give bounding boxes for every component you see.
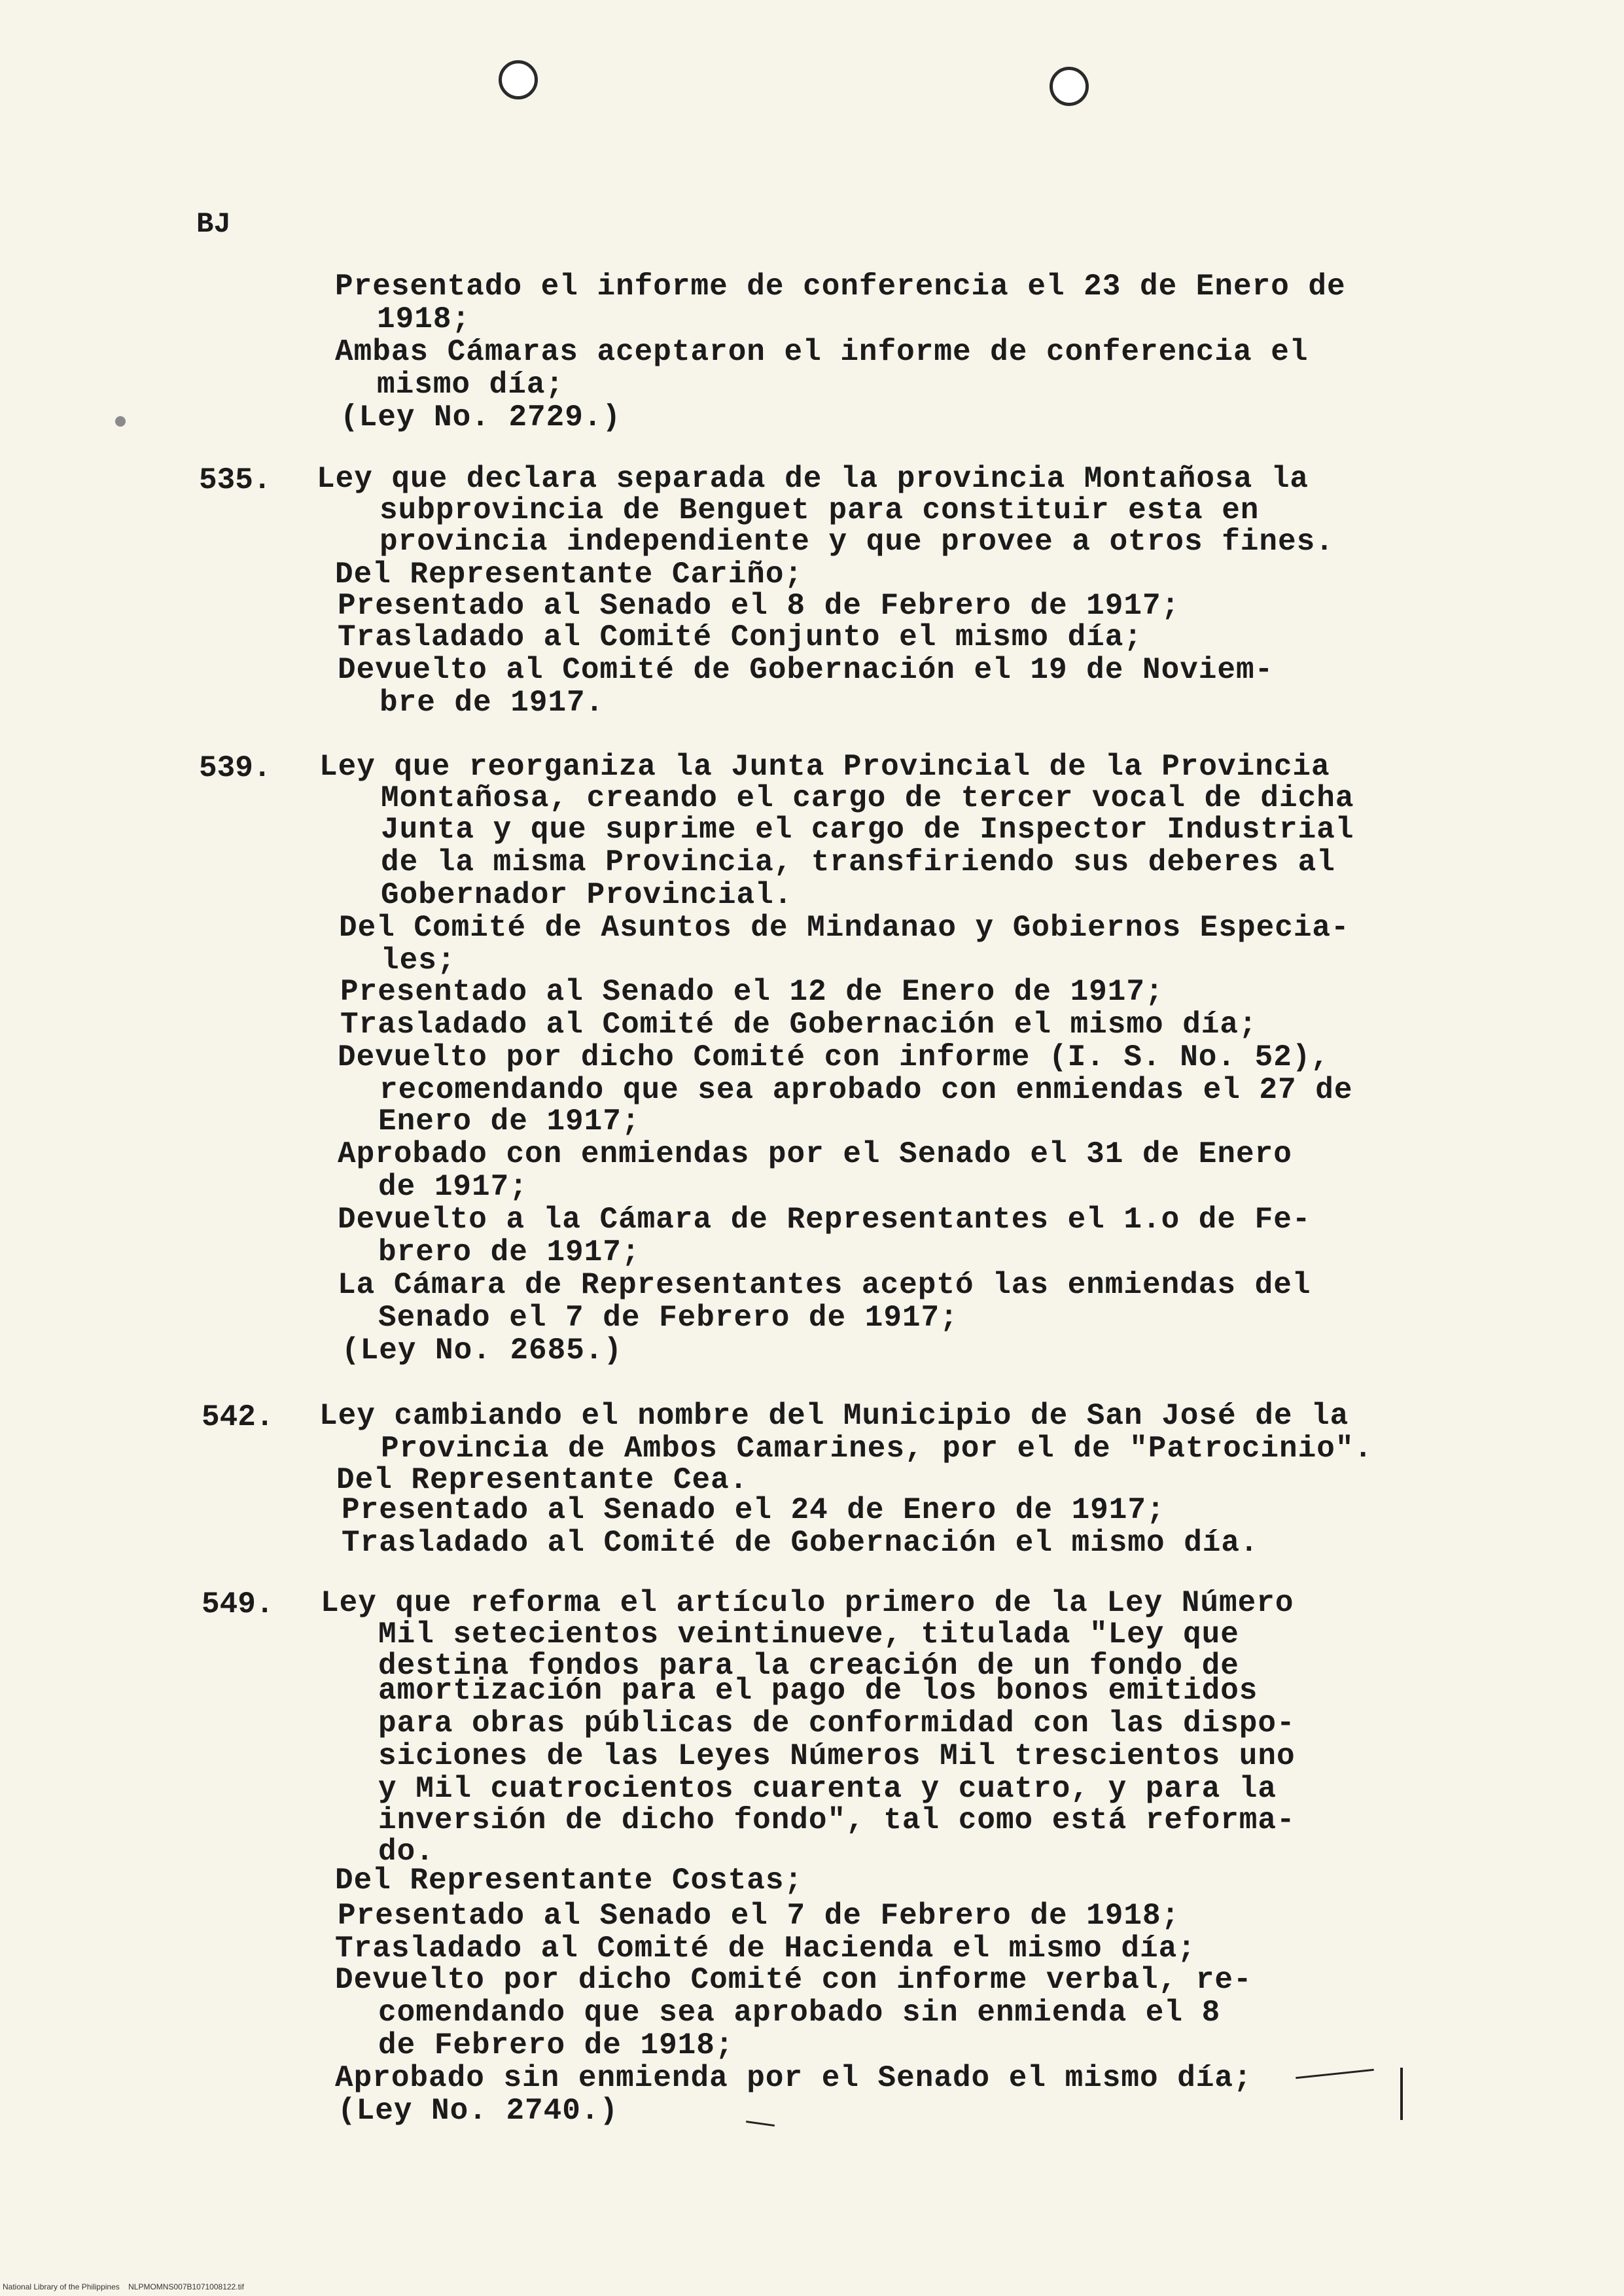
entry-history-line: brero de 1917; [378, 1235, 641, 1269]
continuation-line: mismo día; [377, 368, 565, 402]
entry-history-line: Del Representante Cariño; [335, 557, 803, 592]
entry-history-line: de Febrero de 1918; [378, 2028, 734, 2062]
paper-speck [115, 416, 126, 427]
entry-history-line: (Ley No. 2685.) [342, 1333, 623, 1368]
punch-hole-left [499, 60, 538, 99]
pen-mark [1296, 2069, 1374, 2079]
continuation-line: (Ley No. 2729.) [340, 400, 622, 434]
entry-title-line: de la misma Provincia, transfiriendo sus deberes al [381, 845, 1335, 879]
continuation-line: Ambas Cámaras aceptaron el informe de conferencia el [335, 335, 1309, 369]
entry-history-line: Devuelto al Comité de Gobernación el 19 de Noviem- [338, 653, 1274, 687]
entry-history-line: Trasladado al Comité de Gobernación el mismo día; [340, 1008, 1258, 1042]
entry-title-line: amortización para el pago de los bonos emitidos [378, 1674, 1258, 1708]
entry-history-line: Del Representante Costas; [335, 1863, 803, 1898]
continuation-line: 1918; [377, 302, 471, 336]
entry-title-line: destina fondos para la creación de un fondo de [378, 1649, 1239, 1683]
entry-title-line: Provincia de Ambos Camarines, por el de "Patrocinio". [381, 1432, 1373, 1466]
entry-title-line: do. [378, 1835, 434, 1869]
entry-history-line: Devuelto a la Cámara de Representantes el 1.o de Fe- [338, 1203, 1311, 1237]
entry-title-line: para obras públicas de conformidad con las dispo- [378, 1706, 1296, 1740]
pen-mark [746, 2121, 775, 2127]
entry-title-line: Mil setecientos veintinueve, titulada "Ley que [378, 1617, 1239, 1651]
entry-history-line: bre de 1917. [380, 686, 605, 720]
entry-history-line: Enero de 1917; [378, 1104, 641, 1139]
entry-history-line: Presentado al Senado el 7 de Febrero de 1918; [338, 1899, 1180, 1933]
entry-title-line: Montañosa, creando el cargo de tercer vocal de dicha [381, 781, 1354, 815]
entry-history-line: recomendando que sea aprobado con enmiendas el 27 de [380, 1073, 1353, 1107]
entry-title-line: y Mil cuatrocientos cuarenta y cuatro, y para la [378, 1772, 1277, 1806]
entry-title-line: Junta y que suprime el cargo de Inspector Industrial [381, 813, 1354, 847]
page-marker: BJ [196, 208, 231, 241]
entry-history-line: La Cámara de Representantes aceptó las enmiendas del [338, 1268, 1311, 1302]
entry-history-line: Devuelto por dicho Comité con informe verbal, re- [335, 1963, 1252, 1997]
punch-hole-right [1050, 67, 1089, 106]
entry-history-line: Trasladado al Comité de Gobernación el mismo día. [342, 1526, 1259, 1560]
entry-history-line: de 1917; [378, 1170, 528, 1204]
entry-title-line: Ley que declara separada de la provincia Montañosa la [317, 462, 1309, 496]
entry-title-line: provincia independiente y que provee a otros fines. [380, 525, 1334, 559]
entry-title-line: inversión de dicho fondo", tal como está reforma- [378, 1803, 1296, 1837]
entry-number: 539. [199, 751, 272, 785]
footer-file-id: NLPMOMNS007B1071008122.tif [128, 2282, 244, 2291]
entry-history-line: Trasladado al Comité Conjunto el mismo día; [338, 620, 1142, 654]
entry-number: 549. [202, 1587, 274, 1621]
entry-history-line: Aprobado sin enmienda por el Senado el mismo día; [335, 2061, 1252, 2095]
entry-title-line: Ley que reforma el artículo primero de la Ley Número [321, 1586, 1294, 1620]
entry-history-line: Presentado al Senado el 12 de Enero de 1917; [340, 975, 1164, 1009]
entry-history-line: (Ley No. 2740.) [338, 2094, 619, 2128]
entry-history-line: les; [381, 944, 456, 978]
entry-title-line: Gobernador Provincial. [381, 878, 793, 912]
entry-history-line: Senado el 7 de Febrero de 1917; [378, 1301, 959, 1335]
entry-title-line: subprovincia de Benguet para constituir esta en [380, 493, 1260, 527]
entry-title-line: Ley cambiando el nombre del Municipio de San José de la [319, 1399, 1349, 1433]
scan-footer [3, 2282, 244, 2291]
entry-history-line: Presentado al Senado el 24 de Enero de 1917; [342, 1493, 1165, 1527]
entry-title-line: Ley que reorganiza la Junta Provincial de la Provincia [319, 750, 1330, 784]
entry-history-line: Aprobado con enmiendas por el Senado el 31 de Enero [338, 1137, 1292, 1171]
continuation-line: Presentado el informe de conferencia el 23 de Enero de [335, 270, 1346, 304]
entry-history-line: Devuelto por dicho Comité con informe (I. S. No. 52), [338, 1040, 1330, 1074]
pen-mark [1400, 2068, 1403, 2120]
entry-history-line: Del Representante Cea. [336, 1463, 749, 1497]
entry-history-line: Trasladado al Comité de Hacienda el mismo día; [335, 1932, 1196, 1966]
entry-number: 535. [199, 463, 272, 497]
entry-title-line: siciones de las Leyes Números Mil trescientos uno [378, 1739, 1296, 1773]
entry-number: 542. [202, 1400, 274, 1434]
entry-history-line: Del Comité de Asuntos de Mindanao y Gobiernos Especia- [339, 911, 1350, 945]
entry-history-line: Presentado al Senado el 8 de Febrero de 1917; [338, 589, 1180, 623]
entry-history-line: comendando que sea aprobado sin enmienda el 8 [378, 1996, 1221, 2030]
footer-library: National Library of the Philippines [3, 2282, 120, 2291]
